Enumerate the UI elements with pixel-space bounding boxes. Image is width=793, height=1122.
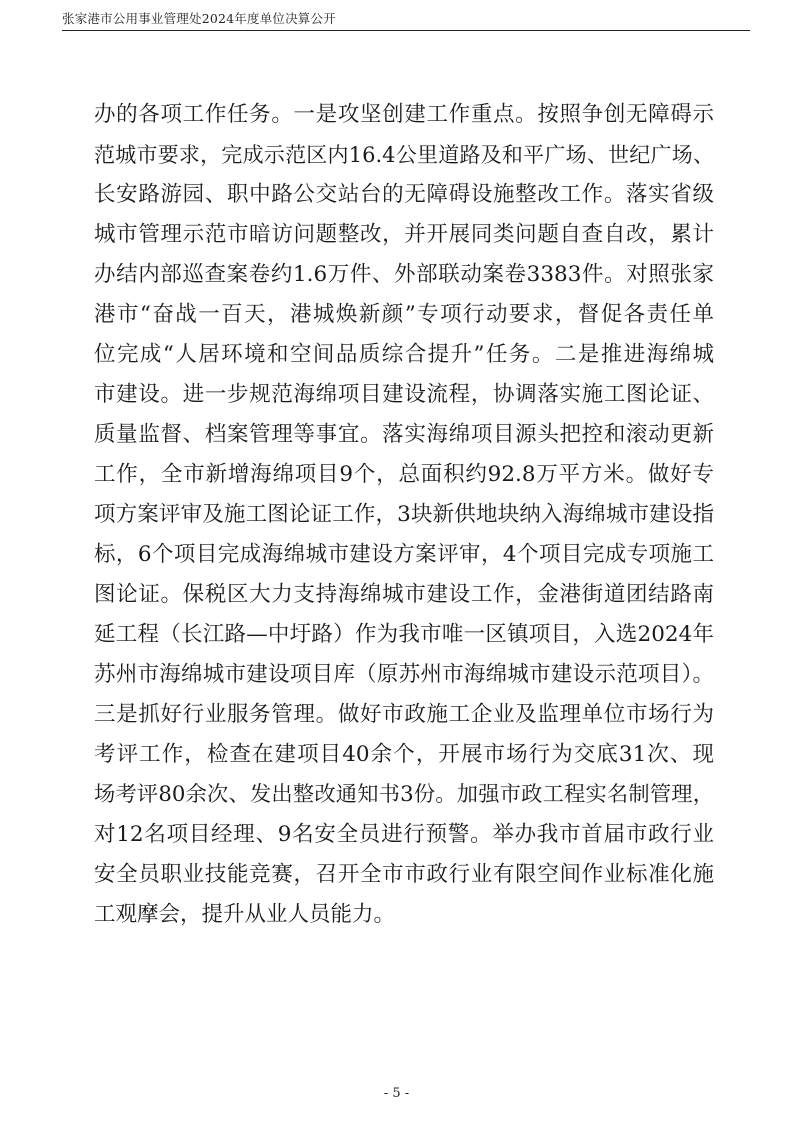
paragraph-line: 项方案评审及施工图论证工作，3块新供地块纳入海绵城市建设指 (94, 502, 714, 527)
paragraph-line: 办的各项工作任务。一是攻坚创建工作重点。按照争创无障碍示 (94, 102, 714, 127)
paragraph-line: 苏州市海绵城市建设项目库（原苏州市海绵城市建设示范项目）。 (94, 662, 714, 687)
paragraph-line: 长安路游园、职中路公交站台的无障碍设施整改工作。落实省级 (94, 182, 714, 207)
paragraph-line: 工观摩会，提升从业人员能力。 (94, 902, 396, 927)
paragraph-line: 质量监督、档案管理等事宜。落实海绵项目源头把控和滚动更新 (94, 422, 714, 447)
paragraph-line: 对12名项目经理、9名安全员进行预警。举办我市首届市政行业 (94, 822, 714, 847)
paragraph-line: 延工程（长江路—中圩路）作为我市唯一区镇项目，入选2024年 (94, 622, 714, 647)
page-header (62, 6, 750, 31)
paragraph-line: 办结内部巡查案卷约1.6万件、外部联动案卷3383件。对照张家 (94, 262, 714, 287)
page-number: - 5 - (383, 1086, 410, 1101)
paragraph-line: 位完成“人居环境和空间品质综合提升”任务。二是推进海绵城 (94, 342, 714, 367)
paragraph-line: 范城市要求，完成示范区内16.4公里道路及和平广场、世纪广场、 (94, 143, 714, 167)
body-paragraph (94, 95, 714, 935)
paragraph-line: 考评工作，检查在建项目40余个，开展市场行为交底31次、现 (94, 742, 714, 767)
header-title: 张家港市公用事业管理处2024年度单位决算公开 (62, 11, 336, 26)
paragraph-line: 工作，全市新增海绵项目9个，总面积约92.8万平方米。做好专 (94, 462, 714, 487)
paragraph-line: 城市管理示范市暗访问题整改，并开展同类问题自查自改，累计 (94, 222, 714, 247)
paragraph-line: 港市“奋战一百天，港城焕新颜”专项行动要求，督促各责任单 (94, 302, 714, 327)
paragraph-line: 三是抓好行业服务管理。做好市政施工企业及监理单位市场行为 (94, 702, 714, 727)
paragraph-line: 市建设。进一步规范海绵项目建设流程，协调落实施工图论证、 (94, 382, 714, 407)
paragraph-line: 场考评80余次、发出整改通知书3份。加强市政工程实名制管理， (94, 782, 714, 807)
paragraph-line: 安全员职业技能竞赛，召开全市市政行业有限空间作业标准化施 (94, 862, 714, 887)
paragraph-line: 标，6个项目完成海绵城市建设方案评审，4个项目完成专项施工 (94, 542, 714, 567)
paragraph-line: 图论证。保税区大力支持海绵城市建设工作，金港街道团结路南 (94, 582, 714, 607)
